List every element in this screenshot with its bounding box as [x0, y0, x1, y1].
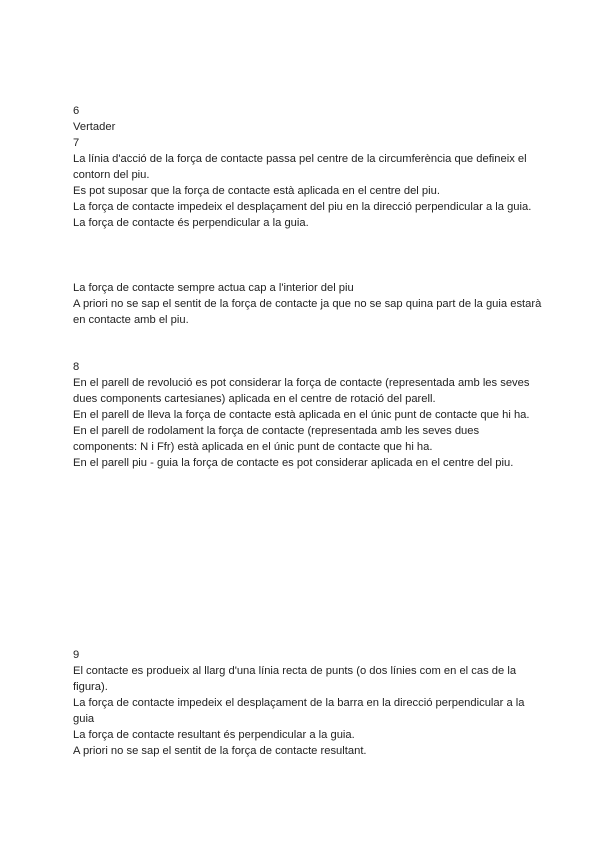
paragraph: La força de contacte impedeix el desplaçament de la barra en la direcció perpendicular a la guia — [73, 697, 528, 725]
paragraph: En el parell de lleva la força de contacte està aplicada en el únic punt de contacte que hi ha. — [73, 409, 530, 421]
section-number: 8 — [73, 361, 80, 373]
section-number: 7 — [73, 137, 80, 149]
paragraph: Es pot suposar que la força de contacte està aplicada en el centre del piu. — [73, 185, 440, 197]
paragraph: El contacte es produeix al llarg d'una línia recta de punts (o dos línies com en el cas de la figura). — [73, 665, 520, 693]
paragraph: La línia d'acció de la força de contacte passa pel centre de la circumferència que defineix el contorn del piu. — [73, 153, 530, 181]
section-7-notes — [73, 280, 543, 328]
paragraph: En el parell de revolució es pot considerar la força de contacte (representada amb les seves dues components cartesianes) aplicada en el centre de rotació del parell. — [73, 377, 533, 405]
paragraph: La força de contacte impedeix el desplaçament del piu en la direcció perpendicular a la guia. — [73, 201, 532, 213]
section-9 — [73, 647, 543, 759]
section-number: 9 — [73, 649, 80, 661]
section-6 — [73, 103, 543, 135]
paragraph: La força de contacte sempre actua cap a l'interior del piu — [73, 282, 354, 294]
answer-text: Vertader — [73, 121, 116, 133]
section-7 — [73, 135, 543, 231]
paragraph: La força de contacte resultant és perpendicular a la guia. — [73, 729, 355, 741]
paragraph: En el parell piu - guia la força de contacte es pot considerar aplicada en el centre del piu. — [73, 457, 514, 469]
paragraph: A priori no se sap el sentit de la força de contacte ja que no se sap quina part de la guia estarà en contacte amb el piu. — [73, 298, 545, 326]
paragraph: La força de contacte és perpendicular a la guia. — [73, 217, 309, 229]
paragraph: A priori no se sap el sentit de la força de contacte resultant. — [73, 745, 367, 757]
section-number: 6 — [73, 105, 80, 117]
section-8 — [73, 359, 543, 471]
paragraph: En el parell de rodolament la força de contacte (representada amb les seves dues components: N i Ffr) està aplicada en el únic punt de contacte que hi ha. — [73, 425, 483, 453]
